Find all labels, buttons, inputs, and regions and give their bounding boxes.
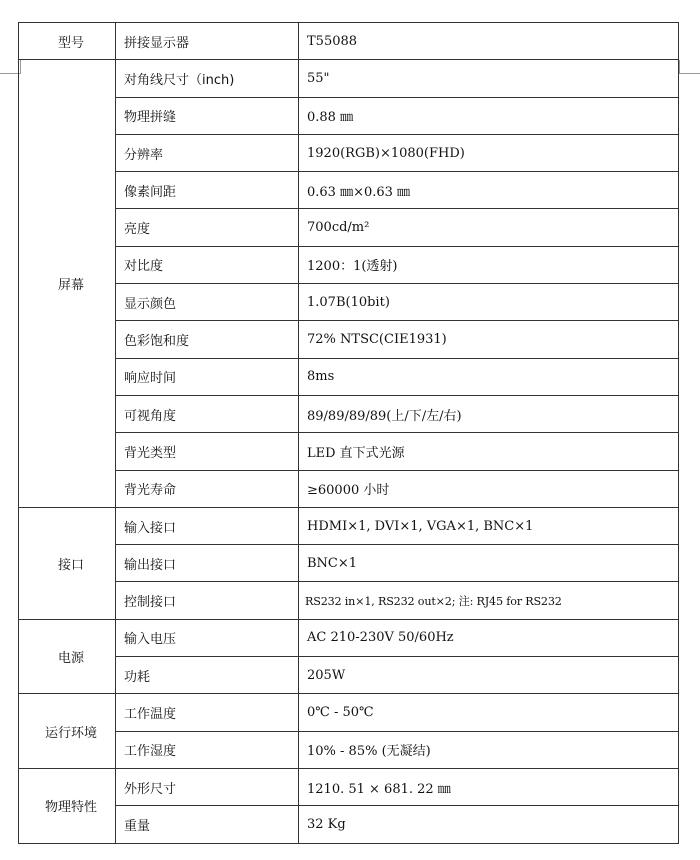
table-row [19,545,679,582]
value-cell: ≥60000 小时 [299,470,679,507]
spec-table-body [19,23,679,844]
param-cell: 对比度 [116,246,299,283]
value-cell: 32 Kg [299,806,679,843]
value-cell: 10% - 85% (无凝结) [299,731,679,768]
table-row [19,731,679,768]
param-cell: 输入接口 [116,507,299,544]
table-row [19,97,679,134]
table-row [19,284,679,321]
value-cell: BNC×1 [299,545,679,582]
table-row [19,395,679,432]
param-cell: 控制接口 [116,582,299,619]
table-row [19,321,679,358]
table-row [19,657,679,694]
table-row [19,694,679,731]
param-cell: 色彩饱和度 [116,321,299,358]
model-label-cell: 型号 [19,23,116,60]
value-cell: 1200：1(透射) [299,246,679,283]
category-cell: 物理特性 [19,768,116,843]
table-row [19,806,679,843]
param-cell: 对角线尺寸（inch) [116,60,299,97]
table-row [19,582,679,619]
param-cell: 工作湿度 [116,731,299,768]
value-cell: 0.88 ㎜ [299,97,679,134]
param-cell: 背光寿命 [116,470,299,507]
param-cell: 输入电压 [116,619,299,656]
value-cell: AC 210-230V 50/60Hz [299,619,679,656]
table-row-model [19,23,679,60]
table-row [19,209,679,246]
param-cell: 物理拼缝 [116,97,299,134]
category-cell: 电源 [19,619,116,694]
value-cell: 55" [299,60,679,97]
spec-table [18,22,679,844]
table-row [19,172,679,209]
value-cell: RS232 in×1, RS232 out×2; 注: RJ45 for RS232 [299,582,679,619]
value-cell: 8ms [299,358,679,395]
value-cell: 0.63 ㎜×0.63 ㎜ [299,172,679,209]
crop-mark-right-vertical [679,60,680,74]
value-cell: 1920(RGB)×1080(FHD) [299,134,679,171]
param-cell: 重量 [116,806,299,843]
param-cell: 可视角度 [116,395,299,432]
table-row [19,619,679,656]
param-cell: 功耗 [116,657,299,694]
value-cell: HDMI×1, DVI×1, VGA×1, BNC×1 [299,507,679,544]
param-cell: 输出接口 [116,545,299,582]
category-cell: 接口 [19,507,116,619]
table-row [19,246,679,283]
value-cell: 89/89/89/89(上/下/左/右) [299,395,679,432]
param-cell: 工作温度 [116,694,299,731]
value-cell: 205W [299,657,679,694]
param-cell: 显示颜色 [116,284,299,321]
param-cell: 外形尺寸 [116,768,299,805]
value-cell: 1.07B(10bit) [299,284,679,321]
param-cell: 分辨率 [116,134,299,171]
value-cell: 72% NTSC(CIE1931) [299,321,679,358]
table-row [19,470,679,507]
model-value-cell: T55088 [299,23,679,60]
model-param-cell: 拼接显示器 [116,23,299,60]
category-cell: 屏幕 [19,60,116,508]
table-row [19,507,679,544]
value-cell: 1210. 51 × 681. 22 ㎜ [299,768,679,805]
param-cell: 背光类型 [116,433,299,470]
value-cell: 700cd/m² [299,209,679,246]
crop-mark-left-horizontal [0,73,20,74]
param-cell: 像素间距 [116,172,299,209]
value-cell: LED 直下式光源 [299,433,679,470]
table-row [19,768,679,805]
table-row [19,358,679,395]
table-row [19,134,679,171]
category-cell: 运行环境 [19,694,116,769]
table-row [19,433,679,470]
table-row [19,60,679,97]
value-cell: 0℃ - 50℃ [299,694,679,731]
param-cell: 亮度 [116,209,299,246]
crop-mark-right-horizontal [679,73,700,74]
param-cell: 响应时间 [116,358,299,395]
